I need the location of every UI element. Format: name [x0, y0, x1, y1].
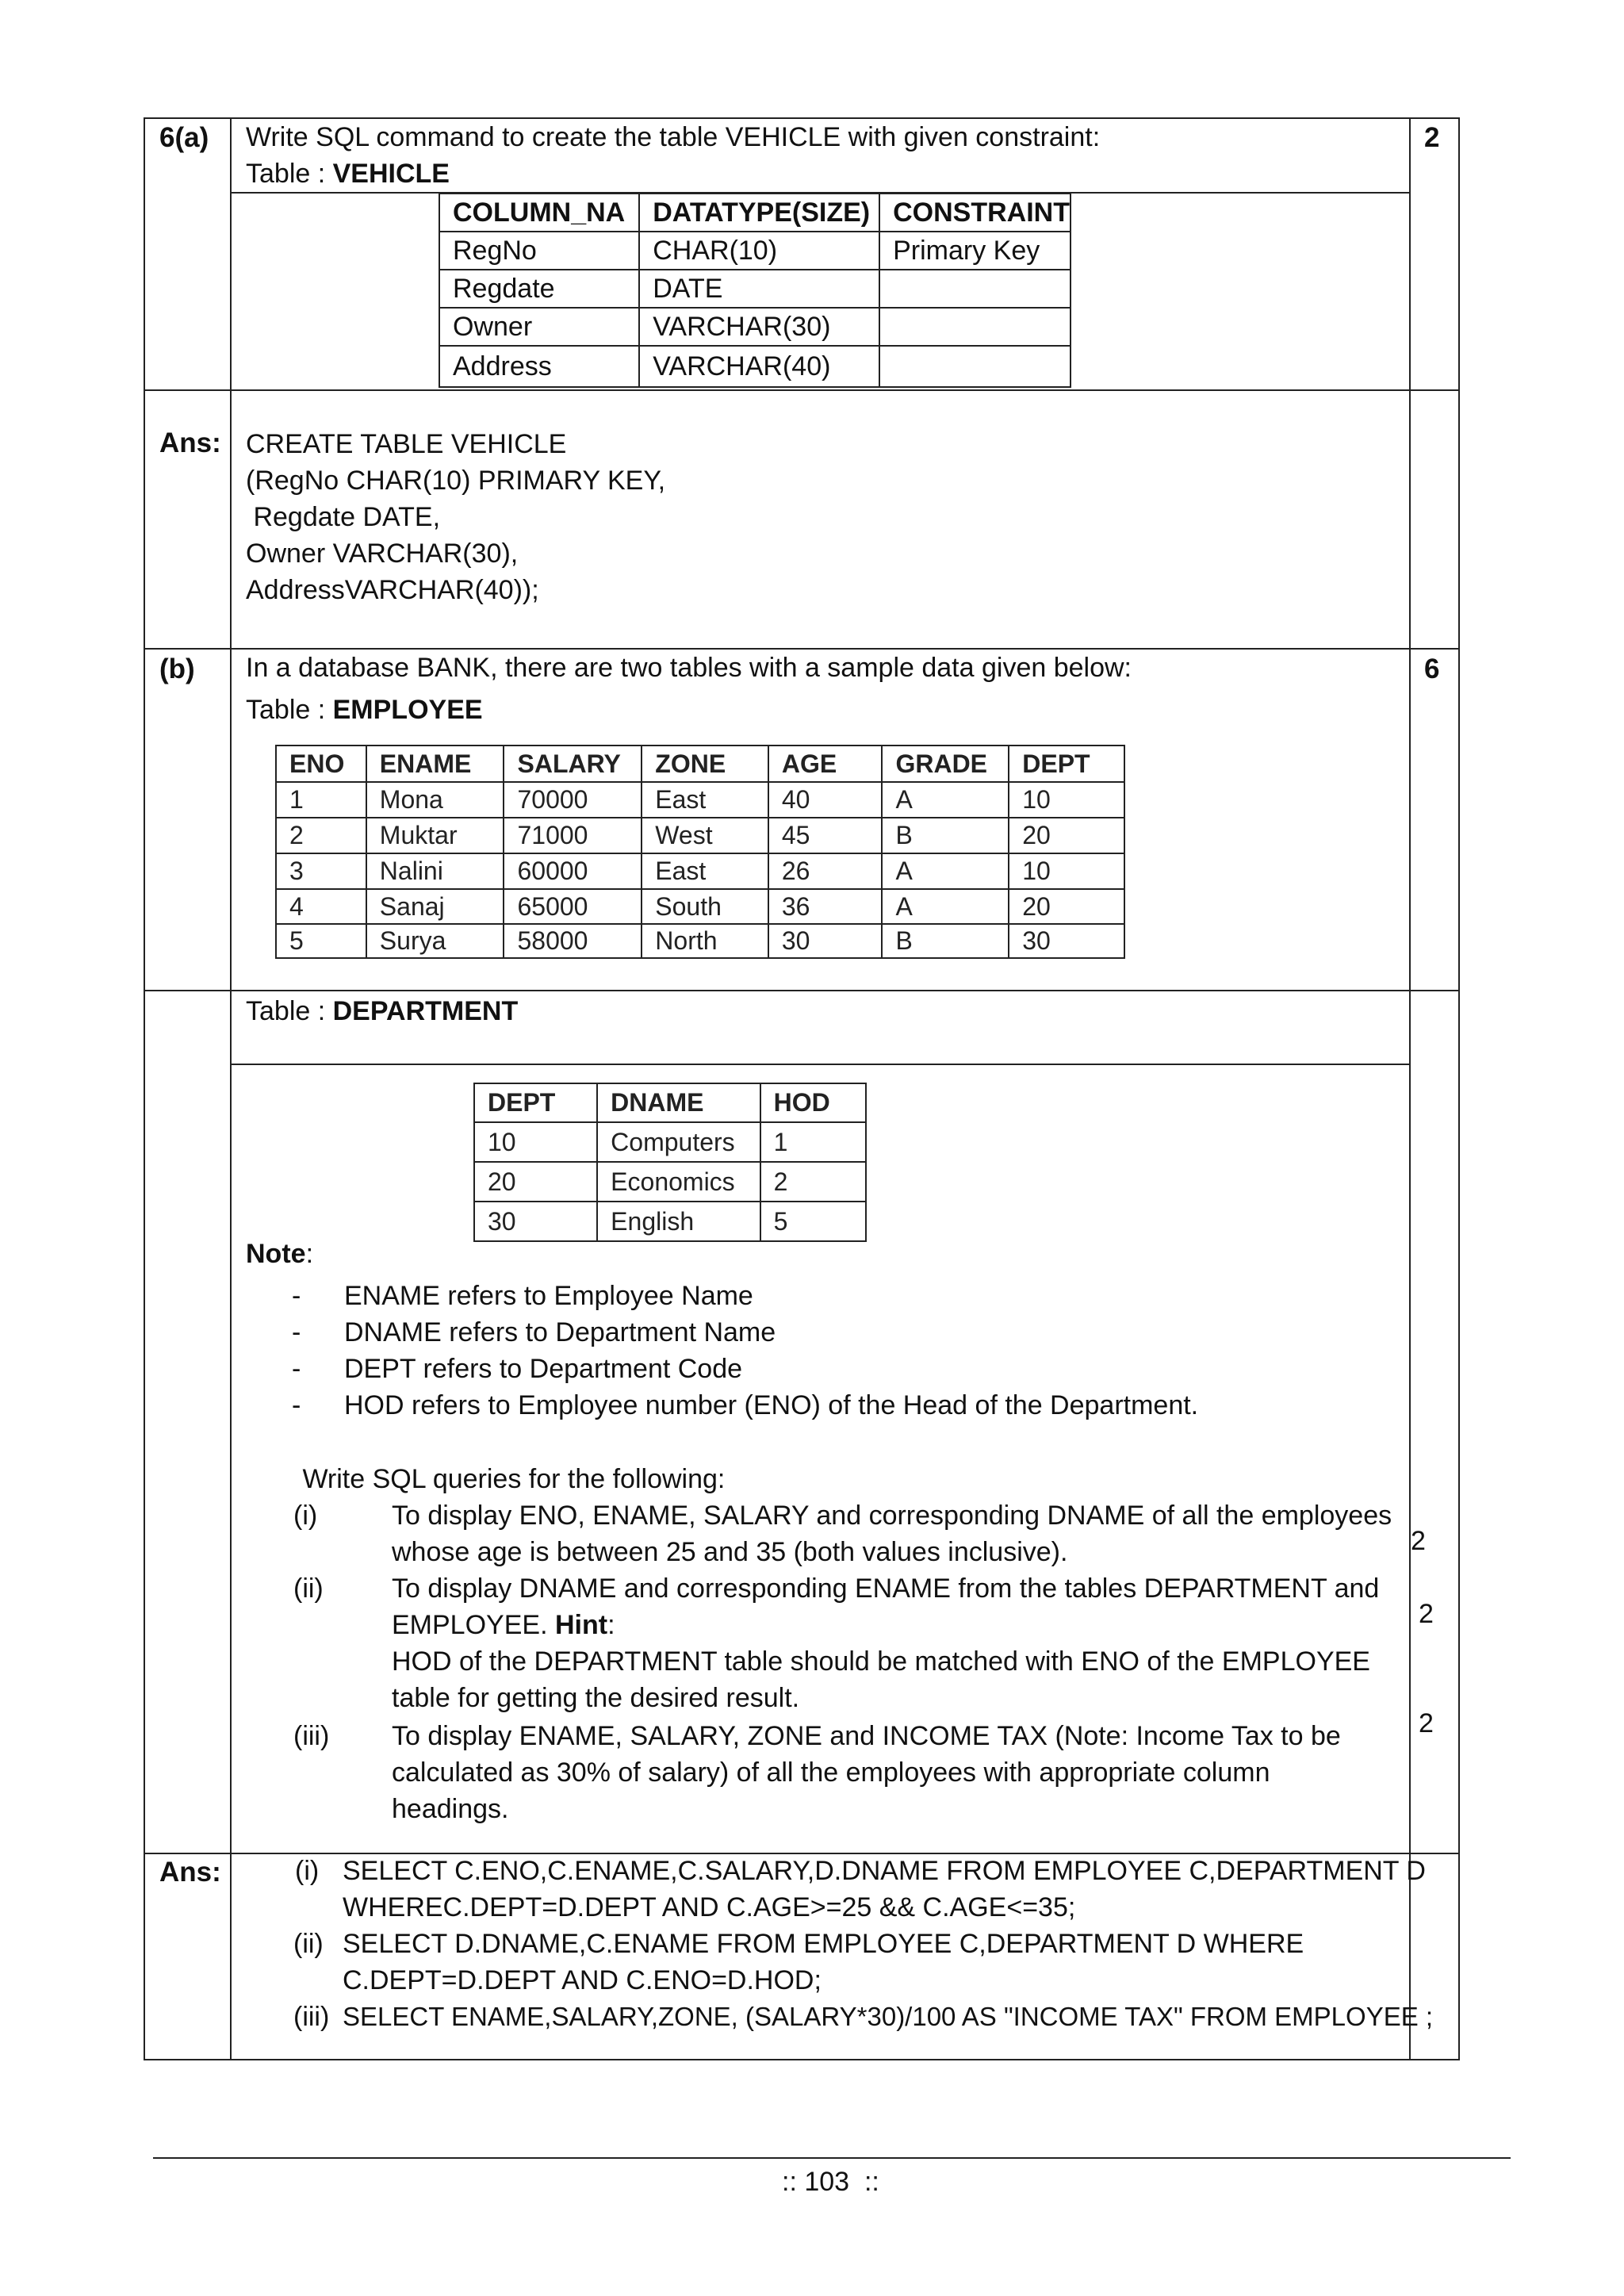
- vehicle-cell: Regdate: [439, 270, 639, 308]
- employee-cell: B: [882, 924, 1009, 958]
- answer-b-label: Ans:: [159, 1857, 221, 1888]
- employee-cell: East: [642, 782, 768, 818]
- question-6a-label: 6(a): [159, 122, 209, 153]
- vehicle-cell: DATE: [639, 270, 879, 308]
- note-bullet: -: [292, 1354, 301, 1384]
- employee-cell: 71000: [504, 818, 642, 853]
- employee-cell: 30: [1009, 924, 1124, 958]
- query-iii-text: To display ENAME, SALARY, ZONE and INCOME TAX (Note: Income Tax to be calculated as 30% of salary) of all the employees with appropriate column headings.: [392, 1721, 1341, 1824]
- employee-cell: Surya: [366, 924, 504, 958]
- employee-col-header: AGE: [768, 746, 883, 782]
- employee-col-header: ENAME: [366, 746, 504, 782]
- query-i-text: To display ENO, ENAME, SALARY and corresponding DNAME of all the employees whose age is between 25 and 35 (both values inclusive).: [392, 1501, 1392, 1567]
- answer-a-label: Ans:: [159, 427, 221, 458]
- answer-a-line: (RegNo CHAR(10) PRIMARY KEY,: [246, 466, 666, 496]
- employee-cell: 36: [768, 889, 883, 924]
- department-cell: English: [597, 1202, 760, 1241]
- outer-left-border: [144, 117, 145, 2060]
- department-cell: Computers: [597, 1122, 760, 1162]
- vehicle-cell: [879, 270, 1071, 308]
- vehicle-cell: [879, 346, 1071, 387]
- department-col-header: DNAME: [597, 1083, 760, 1122]
- employee-cell: 20: [1009, 889, 1124, 924]
- employee-table: [275, 745, 1125, 959]
- employee-cell: 60000: [504, 853, 642, 889]
- employee-col-header: ZONE: [642, 746, 768, 782]
- employee-cell: East: [642, 853, 768, 889]
- employee-cell: A: [882, 889, 1009, 924]
- note-item: HOD refers to Employee number (ENO) of the Head of the Department.: [344, 1390, 1199, 1420]
- answer-a-line: Regdate DATE,: [246, 502, 441, 532]
- employee-col-header: ENO: [276, 746, 366, 782]
- employee-cell: South: [642, 889, 768, 924]
- vehicle-cell: Owner: [439, 308, 639, 346]
- col-divider-left: [230, 117, 232, 2060]
- vehicle-cell: [879, 308, 1071, 346]
- answer-a-line: Owner VARCHAR(30),: [246, 539, 519, 569]
- row-border-after-6a: [144, 389, 1460, 391]
- employee-cell: A: [882, 853, 1009, 889]
- department-cell: 1: [760, 1122, 866, 1162]
- vehicle-col-header: CONSTRAINT: [879, 194, 1071, 232]
- answer-b-i-line2: WHEREC.DEPT=D.DEPT AND C.AGE>=25 && C.AGE<=35;: [343, 1892, 1076, 1922]
- department-cell: 10: [474, 1122, 597, 1162]
- page-number: :: 103 ::: [782, 2167, 879, 2197]
- vehicle-cell: VARCHAR(40): [639, 346, 879, 387]
- employee-cell: 70000: [504, 782, 642, 818]
- query-ii-text: To display DNAME and corresponding ENAME from the tables DEPARTMENT and EMPLOYEE. Hint: HOD of the DEPARTMENT table should be matched with ENO of the EMPLOYEE table for getting the desired result.: [392, 1573, 1380, 1713]
- vehicle-cell: Address: [439, 346, 639, 387]
- employee-cell: A: [882, 782, 1009, 818]
- answer-b-ii-line2: C.DEPT=D.DEPT AND C.ENO=D.HOD;: [343, 1965, 822, 1995]
- question-6b-label: (b): [159, 654, 195, 684]
- question-6a-marks: 2: [1424, 122, 1440, 153]
- note-heading: Note:: [246, 1239, 314, 1269]
- employee-cell: 3: [276, 853, 366, 889]
- outer-right-border: [1458, 117, 1460, 2060]
- row-border-dept-sub: [230, 1064, 1411, 1065]
- department-cell: 20: [474, 1162, 597, 1202]
- employee-col-header: DEPT: [1009, 746, 1124, 782]
- employee-cell: North: [642, 924, 768, 958]
- query-iii-number: (iii): [293, 1721, 330, 1751]
- vehicle-table-caption: Table : VEHICLE: [246, 159, 450, 189]
- department-table: [473, 1083, 867, 1242]
- employee-cell: 58000: [504, 924, 642, 958]
- vehicle-cell: VARCHAR(30): [639, 308, 879, 346]
- employee-cell: 4: [276, 889, 366, 924]
- vehicle-table: [439, 193, 1071, 388]
- vehicle-col-header: COLUMN_NA: [439, 194, 639, 232]
- note-bullet: -: [292, 1390, 301, 1420]
- query-i-number: (i): [293, 1501, 318, 1531]
- employee-cell: 26: [768, 853, 883, 889]
- note-bullet: -: [292, 1281, 301, 1311]
- question-6a-text: Write SQL command to create the table VEHICLE with given constraint:: [246, 122, 1101, 152]
- answer-b-iii-line1: SELECT ENAME,SALARY,ZONE, (SALARY*30)/100 AS "INCOME TAX" FROM EMPLOYEE ;: [343, 2002, 1434, 2031]
- answer-a-line: CREATE TABLE VEHICLE: [246, 429, 567, 459]
- employee-cell: 30: [768, 924, 883, 958]
- row-border-bottom: [144, 2059, 1460, 2060]
- employee-cell: 20: [1009, 818, 1124, 853]
- note-item: ENAME refers to Employee Name: [344, 1281, 753, 1311]
- department-col-header: DEPT: [474, 1083, 597, 1122]
- employee-cell: B: [882, 818, 1009, 853]
- employee-cell: West: [642, 818, 768, 853]
- department-cell: 5: [760, 1202, 866, 1241]
- query-ii-number: (ii): [293, 1573, 324, 1604]
- department-cell: 30: [474, 1202, 597, 1241]
- employee-cell: 2: [276, 818, 366, 853]
- department-table-caption: Table : DEPARTMENT: [246, 996, 519, 1026]
- note-item: DNAME refers to Department Name: [344, 1317, 776, 1347]
- footer-rule: [153, 2157, 1511, 2159]
- department-cell: Economics: [597, 1162, 760, 1202]
- note-item: DEPT refers to Department Code: [344, 1354, 743, 1384]
- question-6b-marks: 6: [1424, 654, 1440, 684]
- row-border-after-emp: [144, 990, 1460, 991]
- answer-b-num-iii: (iii): [293, 2002, 330, 2032]
- employee-cell: Sanaj: [366, 889, 504, 924]
- col-divider-right: [1409, 117, 1411, 2060]
- employee-col-header: SALARY: [504, 746, 642, 782]
- employee-cell: 10: [1009, 782, 1124, 818]
- answer-b-num-ii: (ii): [293, 1929, 324, 1959]
- answer-b-num-i: (i): [295, 1856, 320, 1886]
- employee-cell: 65000: [504, 889, 642, 924]
- answer-a-line: AddressVARCHAR(40));: [246, 575, 539, 605]
- employee-cell: Muktar: [366, 818, 504, 853]
- vehicle-cell: Primary Key: [879, 232, 1071, 270]
- department-col-header: HOD: [760, 1083, 866, 1122]
- employee-cell: 5: [276, 924, 366, 958]
- vehicle-cell: CHAR(10): [639, 232, 879, 270]
- department-cell: 2: [760, 1162, 866, 1202]
- query-i-marks: 2: [1411, 1526, 1426, 1556]
- vehicle-col-header: DATATYPE(SIZE): [639, 194, 879, 232]
- employee-cell: 10: [1009, 853, 1124, 889]
- query-iii-marks: 2: [1419, 1708, 1434, 1738]
- employee-cell: 1: [276, 782, 366, 818]
- employee-cell: Nalini: [366, 853, 504, 889]
- employee-col-header: GRADE: [882, 746, 1009, 782]
- employee-table-caption: Table : EMPLOYEE: [246, 695, 483, 725]
- employee-cell: Mona: [366, 782, 504, 818]
- vehicle-cell: RegNo: [439, 232, 639, 270]
- answer-b-ii-line1: SELECT D.DNAME,C.ENAME FROM EMPLOYEE C,DEPARTMENT D WHERE: [343, 1929, 1304, 1959]
- answer-b-i-line1: SELECT C.ENO,C.ENAME,C.SALARY,D.DNAME FROM EMPLOYEE C,DEPARTMENT D: [343, 1856, 1426, 1886]
- write-queries-line: Write SQL queries for the following:: [295, 1464, 726, 1494]
- question-6b-intro: In a database BANK, there are two tables with a sample data given below:: [246, 653, 1132, 683]
- employee-cell: 45: [768, 818, 883, 853]
- query-ii-marks: 2: [1419, 1599, 1434, 1629]
- note-bullet: -: [292, 1317, 301, 1347]
- employee-cell: 40: [768, 782, 883, 818]
